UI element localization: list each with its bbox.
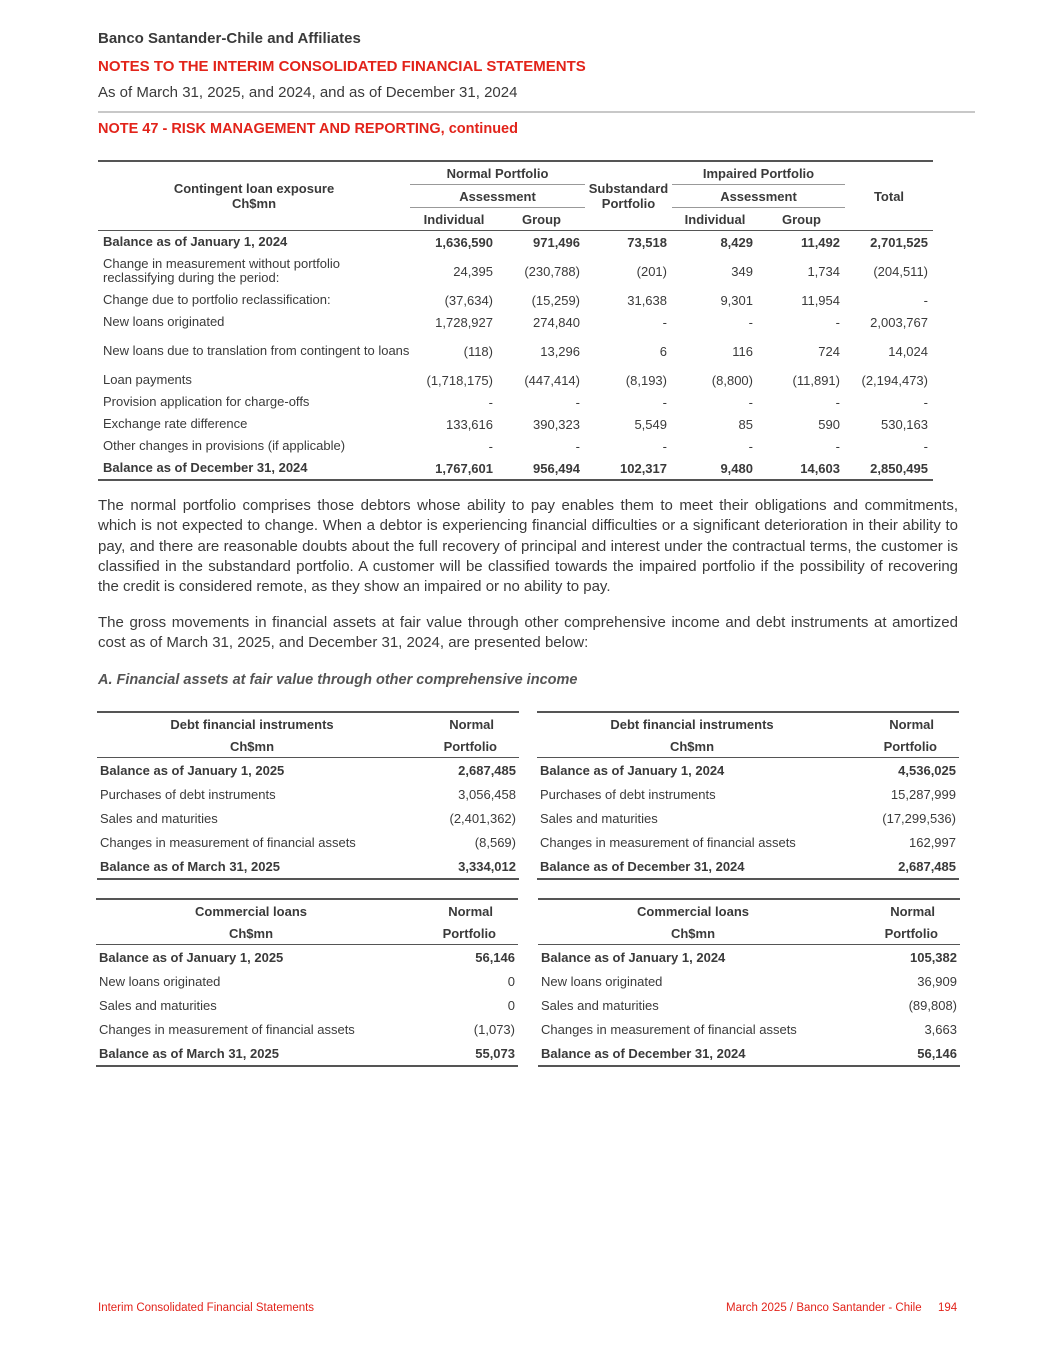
- cell-value: -: [923, 394, 928, 410]
- col-header-normal: Normal: [889, 716, 934, 732]
- col-header-label: Debt financial instruments: [170, 716, 334, 732]
- cell-value: 2,850,495: [870, 460, 928, 476]
- table-row: [98, 369, 933, 391]
- table-row: [538, 993, 960, 1017]
- footer-document-name: Interim Consolidated Financial Statements: [98, 1302, 315, 1314]
- table-row: [96, 969, 518, 993]
- row-label: Purchases of debt instruments: [100, 786, 276, 802]
- col-header-portfolio: Portfolio: [848, 922, 960, 945]
- row-value: 3,056,458: [458, 786, 516, 802]
- row-label: Other changes in provisions (if applicable): [103, 438, 346, 453]
- cell-value: -: [662, 314, 667, 330]
- table-row: [96, 945, 518, 970]
- row-label: Balance as of December 31, 2024: [541, 1045, 746, 1061]
- cell-value: 2,003,767: [870, 314, 928, 330]
- note-title: NOTE 47 - RISK MANAGEMENT AND REPORTING, continued: [98, 121, 518, 137]
- col-header-normal: Normal: [449, 716, 494, 732]
- cell-value: 13,296: [540, 343, 580, 359]
- table-row: [98, 253, 933, 289]
- cell-value: (11,891): [792, 372, 840, 388]
- section-a-heading: A. Financial assets at fair value through other comprehensive income: [98, 672, 578, 688]
- cell-value: 133,616: [446, 416, 493, 432]
- debt-instruments-2025-table: [97, 711, 519, 880]
- cell-value: 73,518: [627, 234, 667, 250]
- table-row: [98, 413, 933, 435]
- table-row: [97, 854, 519, 879]
- cell-value: (201): [636, 263, 667, 279]
- cell-value: 6: [659, 343, 667, 359]
- cell-value: -: [662, 394, 667, 410]
- row-label: Loan payments: [103, 372, 192, 387]
- cell-value: 8,429: [720, 234, 753, 250]
- debt-instruments-2024-table: [537, 711, 959, 880]
- row-label: Changes in measurement of financial assets: [540, 834, 796, 850]
- row-value: (1,073): [473, 1021, 515, 1037]
- table-row: [537, 758, 959, 783]
- cell-value: (8,800): [711, 372, 753, 388]
- table-row: [538, 969, 960, 993]
- cell-value: -: [488, 438, 493, 454]
- col-header-assessment-impaired: Assessment: [672, 185, 845, 208]
- row-label: Balance as of January 1, 2024: [541, 949, 726, 965]
- cell-value: 349: [731, 263, 753, 279]
- table-row: [537, 854, 959, 879]
- col-header-total: Total: [845, 161, 933, 231]
- cell-value: 1,734: [807, 263, 840, 279]
- col-header-portfolio: Portfolio: [847, 735, 959, 758]
- row-value: (2,401,362): [449, 810, 516, 826]
- table-row: [96, 993, 518, 1017]
- cell-value: 590: [818, 416, 840, 432]
- cell-value: (15,259): [531, 292, 580, 308]
- company-name: Banco Santander-Chile and Affiliates: [98, 30, 361, 47]
- row-value: (8,569): [474, 834, 516, 850]
- row-label: Provision application for charge-offs: [103, 394, 310, 409]
- row-label: Changes in measurement of financial assets: [99, 1021, 355, 1037]
- cell-value: -: [835, 314, 840, 330]
- table-row: [98, 289, 933, 311]
- col-header-exposure: Contingent loan exposure Ch$mn: [98, 161, 410, 231]
- row-label: Sales and maturities: [99, 997, 217, 1013]
- row-label: Change due to portfolio reclassification:: [103, 292, 331, 307]
- row-label: Balance as of March 31, 2025: [100, 858, 280, 874]
- cell-value: 31,638: [627, 292, 667, 308]
- commercial-loans-2025-table: [96, 898, 518, 1067]
- col-header-label: Debt financial instruments: [610, 716, 774, 732]
- cell-value: 971,496: [533, 234, 580, 250]
- col-header-assessment: Assessment: [410, 185, 585, 208]
- as-of-date: As of March 31, 2025, and 2024, and as of December 31, 2024: [98, 84, 518, 101]
- table-row: [97, 782, 519, 806]
- table-row: [98, 457, 933, 480]
- row-value: (17,299,536): [882, 810, 956, 826]
- table-row: [97, 806, 519, 830]
- cell-value: (118): [463, 343, 493, 359]
- col-header-unit: Ch$mn: [97, 735, 407, 758]
- cell-value: -: [835, 394, 840, 410]
- cell-value: -: [923, 438, 928, 454]
- table-row: [537, 782, 959, 806]
- header-divider: [98, 111, 975, 113]
- row-label: New loans originated: [103, 314, 225, 329]
- col-header-normal-portfolio: Normal Portfolio: [410, 161, 585, 185]
- col-header-substandard: Substandard Portfolio: [585, 161, 672, 231]
- row-value: 36,909: [917, 973, 957, 989]
- col-header-individual: Individual: [410, 208, 498, 231]
- cell-value: 530,163: [881, 416, 928, 432]
- row-value: 105,382: [910, 949, 957, 965]
- cell-value: 14,024: [888, 343, 928, 359]
- cell-value: -: [923, 292, 928, 308]
- cell-value: 2,701,525: [870, 234, 928, 250]
- cell-value: (37,634): [444, 292, 493, 308]
- row-label: Balance as of December 31, 2024: [540, 858, 745, 874]
- row-label: Balance as of January 1, 2024: [540, 762, 725, 778]
- cell-value: (230,788): [524, 263, 580, 279]
- row-value: 2,687,485: [898, 858, 956, 874]
- row-value: 162,997: [909, 834, 956, 850]
- cell-value: 24,395: [453, 263, 493, 279]
- cell-value: 1,767,601: [435, 460, 493, 476]
- row-label: Purchases of debt instruments: [540, 786, 716, 802]
- cell-value: (204,511): [873, 263, 928, 279]
- cell-value: (8,193): [625, 372, 667, 388]
- footer-period: March 2025 / Banco Santander - Chile: [726, 1302, 922, 1314]
- table-row: [538, 945, 960, 970]
- cell-value: -: [575, 394, 580, 410]
- cell-value: -: [488, 394, 493, 410]
- cell-value: 11,954: [801, 292, 840, 308]
- row-label: Balance as of March 31, 2025: [99, 1045, 279, 1061]
- row-value: 0: [507, 997, 515, 1013]
- row-value: 3,663: [924, 1021, 957, 1037]
- cell-value: 274,840: [533, 314, 580, 330]
- cell-value: 9,301: [720, 292, 753, 308]
- cell-value: -: [835, 438, 840, 454]
- notes-title: NOTES TO THE INTERIM CONSOLIDATED FINANCIAL STATEMENTS: [98, 58, 586, 75]
- cell-value: 5,549: [634, 416, 667, 432]
- col-header-normal: Normal: [890, 903, 935, 919]
- cell-value: 1,728,927: [435, 314, 493, 330]
- cell-value: 956,494: [533, 460, 580, 476]
- table-row: [98, 435, 933, 457]
- cell-value: -: [748, 438, 753, 454]
- table-row: [97, 830, 519, 854]
- table-row: [538, 1017, 960, 1041]
- paragraph-gross-movements: The gross movements in financial assets at fair value through other comprehensive income and debt instruments at amortized cost as of March 31, 2025, and December 31, 2024, are presented below:: [98, 614, 958, 652]
- col-header-group: Group: [498, 208, 585, 231]
- row-value: 3,334,012: [458, 858, 516, 874]
- row-label: Sales and maturities: [541, 997, 659, 1013]
- table-row: [97, 758, 519, 783]
- cell-value: 116: [732, 343, 753, 359]
- row-label: Balance as of December 31, 2024: [103, 460, 308, 475]
- table-row: [537, 806, 959, 830]
- cell-value: 724: [818, 343, 840, 359]
- row-label: Balance as of January 1, 2024: [103, 234, 288, 249]
- col-header-unit: Ch$mn: [537, 735, 847, 758]
- cell-value: 390,323: [533, 416, 580, 432]
- cell-value: 11,492: [800, 234, 840, 250]
- row-label: Sales and maturities: [100, 810, 218, 826]
- cell-value: -: [575, 438, 580, 454]
- row-value: 4,536,025: [898, 762, 956, 778]
- cell-value: -: [662, 438, 667, 454]
- row-value: 55,073: [475, 1045, 515, 1061]
- row-label: Changes in measurement of financial assets: [541, 1021, 797, 1037]
- row-value: 0: [507, 973, 515, 989]
- row-label: Changes in measurement of financial assets: [100, 834, 356, 850]
- row-label: New loans originated: [541, 973, 663, 989]
- row-label: Exchange rate difference: [103, 416, 248, 431]
- row-value: 2,687,485: [458, 762, 516, 778]
- row-value: 15,287,999: [890, 786, 956, 802]
- cell-value: 85: [738, 416, 753, 432]
- col-header-portfolio: Portfolio: [406, 922, 518, 945]
- cell-value: 1,636,590: [435, 234, 493, 250]
- cell-value: 102,317: [620, 460, 667, 476]
- col-header-individual-impaired: Individual: [672, 208, 758, 231]
- col-header-portfolio: Portfolio: [407, 735, 519, 758]
- table-row: [98, 311, 933, 333]
- contingent-loan-table: [98, 160, 933, 481]
- cell-value: (1,718,175): [426, 372, 493, 388]
- table-row: [96, 1017, 518, 1041]
- table-row: [96, 1041, 518, 1066]
- row-label: New loans due to translation from contingent to loans: [103, 343, 410, 358]
- row-label: Balance as of January 1, 2025: [100, 762, 285, 778]
- commercial-loans-2024-table: [538, 898, 960, 1067]
- paragraph-portfolio-definition: The normal portfolio comprises those debtors whose ability to pay enables them to meet their obligations and commitments, which is not expected to change. When a debtor is experiencing financial difficulties or a significant deterioration in their ability to pay, and there are reasonable doubts about the full recovery of principal and interest under the contractual terms, the customer is classified in the substandard portfolio. A customer will be classified towards the impaired portfolio if the possibility of recovering the credit is considered remote, as they show an impaired or no ability to pay.: [98, 497, 958, 596]
- row-label: New loans originated: [99, 973, 221, 989]
- row-value: (89,808): [908, 997, 957, 1013]
- row-label: Balance as of January 1, 2025: [99, 949, 284, 965]
- table-row: [98, 391, 933, 413]
- row-value: 56,146: [917, 1045, 957, 1061]
- row-label: Change in measurement without portfolio reclassifying during the period:: [103, 256, 341, 285]
- col-header-group-impaired: Group: [758, 208, 845, 231]
- table-row: [537, 830, 959, 854]
- cell-value: 9,480: [720, 460, 753, 476]
- col-header-normal: Normal: [448, 903, 493, 919]
- row-label: Sales and maturities: [540, 810, 658, 826]
- table-row: [98, 231, 933, 254]
- cell-value: -: [748, 314, 753, 330]
- col-header-impaired-portfolio: Impaired Portfolio: [672, 161, 845, 185]
- col-header-unit: Ch$mn: [96, 922, 406, 945]
- cell-value: 14,603: [800, 460, 840, 476]
- cell-value: -: [748, 394, 753, 410]
- cell-value: (447,414): [524, 372, 580, 388]
- cell-value: (2,194,473): [861, 372, 928, 388]
- col-header-unit: Ch$mn: [538, 922, 848, 945]
- page-number: 194: [938, 1302, 958, 1314]
- col-header-label: Commercial loans: [637, 903, 749, 919]
- table-row: [538, 1041, 960, 1066]
- col-header-label: Commercial loans: [195, 903, 307, 919]
- row-value: 56,146: [475, 949, 515, 965]
- table-row: [98, 333, 933, 369]
